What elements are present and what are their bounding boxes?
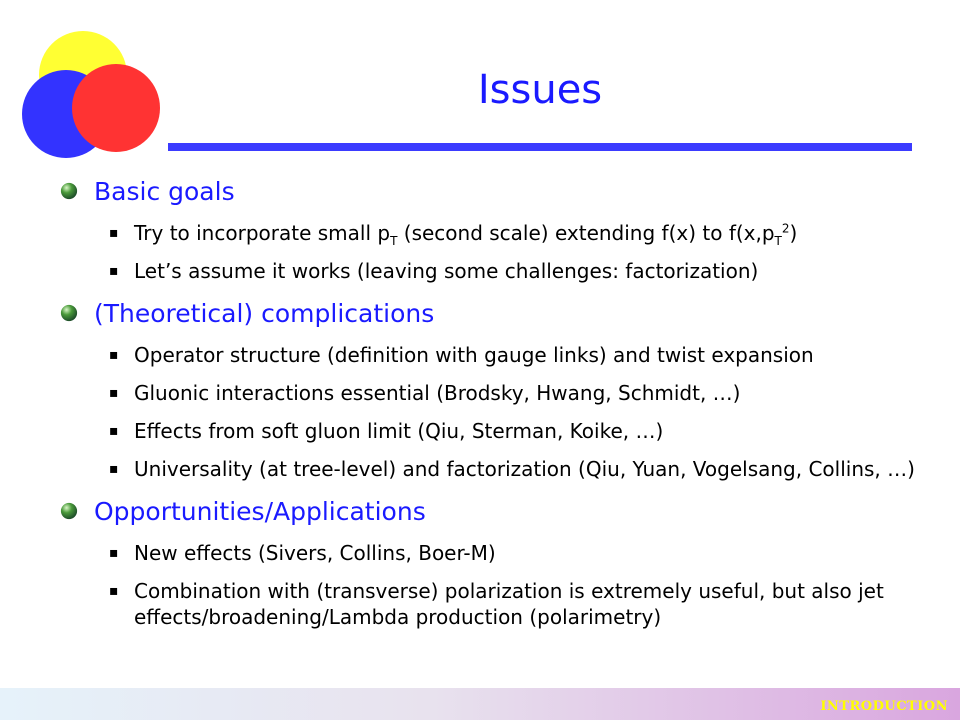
item-text: Let’s assume it works (leaving some challenges: factorization)	[134, 259, 759, 283]
list-item	[58, 258, 938, 284]
item-text: Effects from soft gluon limit (Qiu, Sterman, Koike, …)	[134, 419, 664, 443]
bullet-list	[58, 540, 938, 630]
list-item	[58, 578, 938, 630]
superscript: 2	[781, 221, 790, 236]
bullet-list	[58, 220, 938, 284]
section-heading-label: Opportunities/Applications	[94, 497, 426, 526]
section-heading-label: Basic goals	[94, 177, 235, 206]
footer-section-label: INTRODUCTION	[820, 699, 948, 714]
list-item	[58, 342, 938, 368]
list-item	[58, 380, 938, 406]
list-item	[58, 456, 938, 482]
square-bullet-icon: ▪	[109, 423, 119, 439]
section-heading-label: (Theoretical) complications	[94, 299, 435, 328]
square-bullet-icon: ▪	[109, 583, 119, 599]
section-heading	[58, 176, 938, 208]
section-theoretical-complications	[58, 298, 938, 482]
item-text-part: (second scale) extending f(x) to f(x,p	[397, 221, 775, 245]
section-opportunities-applications	[58, 496, 938, 630]
item-text: Operator structure (definition with gauge links) and twist expansion	[134, 343, 814, 367]
item-text: Combination with (transverse) polarization is extremely useful, but also jet effects/broadening/Lambda production (polarimetry)	[134, 579, 884, 629]
bullet-list	[58, 342, 938, 482]
section-heading	[58, 496, 938, 528]
list-item	[58, 540, 938, 566]
square-bullet-icon: ▪	[109, 461, 119, 477]
three-circles-logo-icon	[0, 0, 170, 170]
title-underline	[168, 143, 912, 151]
sphere-bullet-icon	[60, 182, 78, 200]
item-text: Universality (at tree-level) and factorization (Qiu, Yuan, Vogelsang, Collins, …)	[134, 457, 915, 481]
list-item	[58, 220, 938, 246]
slide-content	[58, 176, 938, 642]
square-bullet-icon: ▪	[109, 225, 119, 241]
item-text-part: Try to incorporate small p	[134, 221, 391, 245]
item-text: New effects (Sivers, Collins, Boer-M)	[134, 541, 496, 565]
list-item	[58, 418, 938, 444]
slide-title: Issues	[477, 67, 603, 113]
sphere-bullet-icon	[60, 304, 78, 322]
square-bullet-icon: ▪	[109, 263, 119, 279]
sphere-bullet-icon	[60, 502, 78, 520]
section-basic-goals	[58, 176, 938, 284]
item-text: Gluonic interactions essential (Brodsky, Hwang, Schmidt, …)	[134, 381, 741, 405]
footer-band	[0, 688, 960, 720]
item-text-part: )	[789, 221, 798, 245]
subscript: T	[774, 234, 782, 248]
square-bullet-icon: ▪	[109, 347, 119, 363]
subscript: T	[390, 234, 398, 248]
square-bullet-icon: ▪	[109, 545, 119, 561]
section-heading	[58, 298, 938, 330]
square-bullet-icon: ▪	[109, 385, 119, 401]
